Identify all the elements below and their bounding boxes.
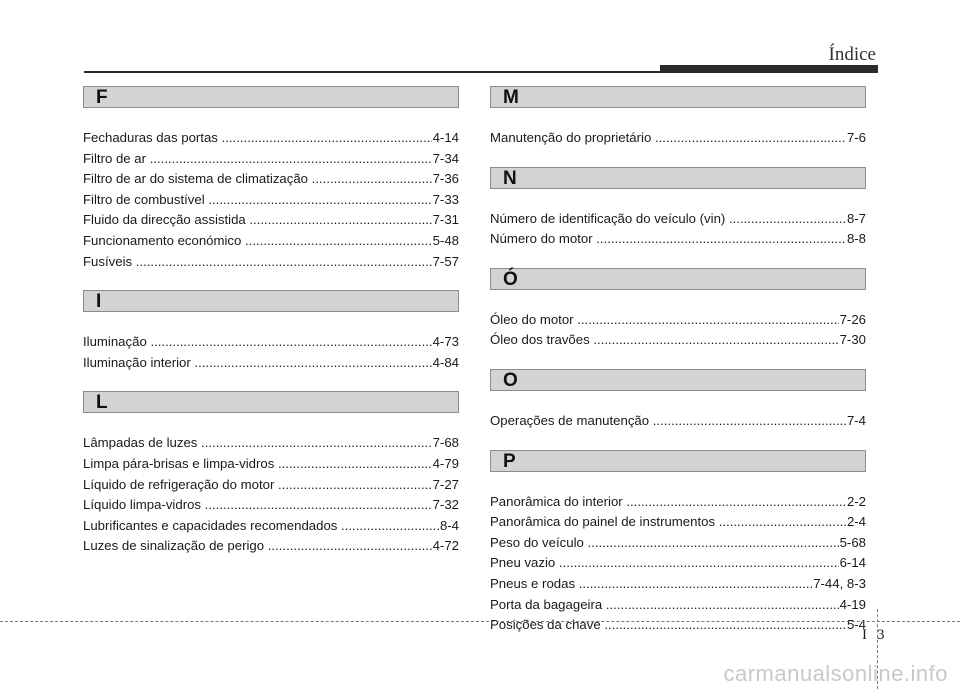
page-number — [862, 626, 895, 644]
index-entry-page: 8-7 — [846, 210, 866, 226]
index-entry-page: 7-32 — [432, 497, 459, 513]
index-entry-page: 7-26 — [839, 311, 866, 327]
index-entry — [490, 574, 866, 595]
index-entry-list — [490, 108, 866, 167]
index-entry-topic: Iluminação interior ..... — [83, 353, 432, 374]
index-entry-page: 6-14 — [839, 555, 866, 571]
index-entry — [83, 231, 459, 252]
index-entry-page: 7-44, 8-3 — [813, 575, 866, 591]
index-entry-page: 4-84 — [432, 354, 459, 370]
index-entry-page: 7-33 — [432, 191, 459, 207]
index-entry-page: 4-79 — [432, 455, 459, 471]
index-entry-page: 4-19 — [839, 596, 866, 612]
index-entry — [490, 229, 866, 250]
index-entry-list — [490, 189, 866, 268]
index-entry — [83, 149, 459, 170]
index-entry — [83, 128, 459, 149]
index-entry-topic: Pneus e rodas ..... — [490, 574, 812, 595]
section-letter: O — [503, 369, 518, 391]
section-header-m — [490, 86, 866, 108]
index-entry — [83, 210, 459, 231]
index-entry-page: 7-4 — [846, 412, 866, 428]
index-entry — [83, 353, 459, 374]
page-title: Índice — [828, 44, 876, 65]
index-entry-topic: Fusíveis ..... — [83, 252, 432, 273]
index-entry-topic: Limpa pára-brisas e limpa-vidros ..... — [83, 454, 432, 475]
section-header-o — [490, 268, 866, 290]
index-entry-topic: Panorâmica do painel de instrumentos ..... — [490, 512, 846, 533]
section-letter: Ó — [503, 268, 518, 290]
section-letter: N — [503, 167, 517, 189]
section-header-p — [490, 450, 866, 472]
index-entry — [83, 454, 459, 475]
index-entry-topic: Fechaduras das portas ..... — [83, 128, 432, 149]
index-entry-page: 7-27 — [432, 476, 459, 492]
header-rule-accent — [660, 65, 878, 73]
index-entry — [490, 492, 866, 513]
index-entry — [490, 128, 866, 149]
index-entry — [490, 209, 866, 230]
index-entry — [83, 169, 459, 190]
index-entry-topic: Funcionamento económico ..... — [83, 231, 432, 252]
index-entry-page: 8-8 — [846, 231, 866, 247]
page-number-value: 3 — [877, 627, 885, 643]
index-entry-list — [490, 472, 866, 654]
index-entry — [83, 536, 459, 557]
index-entry-page: 8-4 — [439, 517, 459, 533]
section-header-n — [490, 167, 866, 189]
section-header-l — [83, 391, 459, 413]
index-entry-topic: Operações de manutenção ..... — [490, 411, 846, 432]
index-entry-topic: Fluido da direcção assistida ..... — [83, 210, 432, 231]
section-header-i — [83, 290, 459, 312]
index-entry — [490, 330, 866, 351]
index-entry-topic: Líquido limpa-vidros ..... — [83, 495, 432, 516]
section-header-f — [83, 86, 459, 108]
section-header-o — [490, 369, 866, 391]
header-rule — [84, 71, 662, 73]
index-entry — [490, 595, 866, 616]
index-entry-topic: Filtro de ar do sistema de climatização ..... — [83, 169, 432, 190]
index-entry-list — [490, 391, 866, 450]
watermark: carmanualsonline.info — [723, 661, 948, 686]
index-entry-list — [83, 312, 459, 391]
index-entry-topic: Luzes de sinalização de perigo ..... — [83, 536, 432, 557]
index-entry — [490, 533, 866, 554]
index-entry-topic: Iluminação ..... — [83, 332, 432, 353]
index-entry-topic: Filtro de ar ..... — [83, 149, 432, 170]
index-entry-page: 7-36 — [432, 171, 459, 187]
index-entry — [83, 495, 459, 516]
index-entry-list — [490, 290, 866, 369]
section-letter: P — [503, 450, 516, 472]
index-entry — [83, 190, 459, 211]
index-entry-page: 7-57 — [432, 253, 459, 269]
index-entry-page: 5-68 — [839, 534, 866, 550]
index-column-right — [490, 86, 866, 654]
index-entry — [490, 512, 866, 533]
index-entry-topic: Peso do veículo ..... — [490, 533, 839, 554]
index-entry-list — [83, 108, 459, 290]
index-entry-topic: Líquido de refrigeração do motor ..... — [83, 475, 432, 496]
index-entry-topic: Número de identificação do veículo (vin) ..... — [490, 209, 846, 230]
index-entry-topic: Lubrificantes e capacidades recomendados ..... — [83, 516, 439, 537]
index-entry-page: 4-14 — [432, 130, 459, 145]
index-entry-page: 2-4 — [846, 514, 866, 530]
index-entry-topic: Posições da chave ..... — [490, 615, 846, 636]
section-letter: L — [96, 392, 108, 414]
section-letter: F — [96, 87, 108, 108]
index-entry — [83, 332, 459, 353]
index-entry — [83, 433, 459, 454]
index-entry-page: 7-31 — [432, 212, 459, 228]
section-letter: M — [503, 87, 519, 108]
index-entry — [490, 615, 866, 636]
index-entry-page: 7-34 — [432, 150, 459, 166]
index-entry-page: 7-6 — [846, 130, 866, 145]
index-entry — [83, 516, 459, 537]
index-entry-topic: Óleo dos travões ..... — [490, 330, 839, 351]
index-entry-topic: Filtro de combustível ..... — [83, 190, 432, 211]
index-entry-topic: Óleo do motor ..... — [490, 310, 839, 331]
index-entry-topic: Porta da bagageira ..... — [490, 595, 839, 616]
index-entry-page: 7-68 — [432, 435, 459, 451]
index-entry-list — [83, 413, 459, 575]
index-entry-topic: Número do motor ..... — [490, 229, 846, 250]
index-entry-page: 4-72 — [432, 538, 459, 554]
index-entry-page: 4-73 — [432, 334, 459, 350]
index-entry-topic: Panorâmica do interior ..... — [490, 492, 846, 513]
index-entry-page: 5-4 — [846, 617, 866, 633]
index-entry — [490, 310, 866, 331]
index-entry-topic: Pneu vazio ..... — [490, 553, 839, 574]
index-entry — [83, 252, 459, 273]
index-entry — [490, 411, 866, 432]
index-entry — [490, 553, 866, 574]
index-column-left — [83, 86, 459, 575]
index-entry-page: 5-48 — [432, 232, 459, 248]
index-entry — [83, 475, 459, 496]
index-entry-page: 7-30 — [839, 332, 866, 348]
index-entry-topic: Manutenção do proprietário ..... — [490, 128, 846, 149]
index-entry-page: 2-2 — [846, 493, 866, 509]
footer-crop-line — [0, 621, 960, 622]
index-entry-topic: Lâmpadas de luzes ..... — [83, 433, 432, 454]
section-letter: I — [96, 291, 102, 313]
page-section-letter: I — [862, 627, 867, 643]
